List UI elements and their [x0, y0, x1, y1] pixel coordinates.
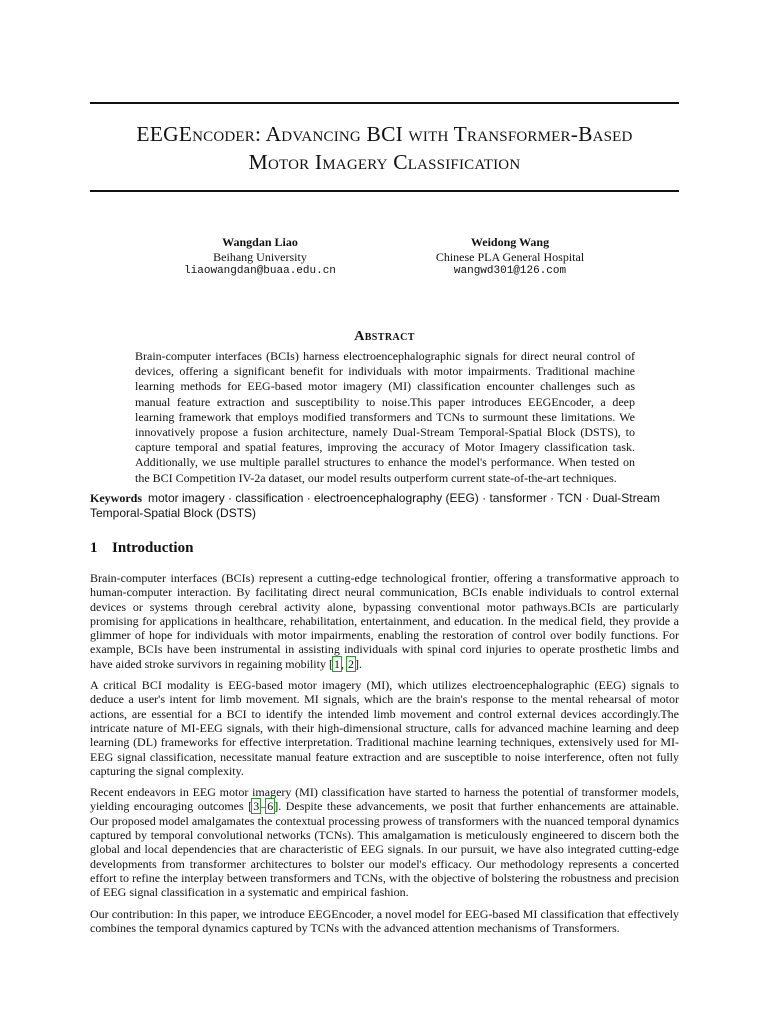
citation-link[interactable]: 1 [333, 656, 340, 671]
paragraph-text: Brain-computer interfaces (BCIs) represent a cutting-edge technological frontier, offering a transformative approach to human-computer interaction. By facilitating direct neural communication, BCIs enable individuals to control external devices or systems through cerebral activity alone, bypassing conventional motor pathways.BCIs are particularly promising for applications in healthcare, rehabilitation, entertainment, and education. In the medical field, they provide a glimmer of hope for individuals with motor impairments, enabling the restoration of control over bodily functions. For example, BCIs have been instrumental in assisting individuals with spinal cord injuries to operate prosthetic limbs and have aided stroke survivors in regaining mobility [90, 571, 679, 671]
author-1 [140, 235, 380, 279]
abstract-heading: Abstract [354, 329, 415, 344]
title-rule-top [90, 102, 679, 104]
paragraph-text: . Despite these advancements, we posit that further enhancements are attainable. Our proposed model amalgamates the contextual processing prowess of transformers with the nuanced temporal dynamics captured by temporal convolutional networks (TCNs). This amalgamation is meticulously engineered to discern both the global and local dependencies that are characteristic of EEG signals. In our pursuit, we have also integrated cutting-edge developments from transformer architectures to bolster our model's efficacy. Our methodology represents a concerted effort to refine the interplay between transformers and TCNs, with the objective of bolstering the robustness and precision of EEG signal classification in a systematic and empirical fashion. [90, 799, 679, 900]
author-name: Weidong Wang [470, 235, 550, 249]
paper-title [90, 120, 679, 176]
citation-link[interactable]: 2 [347, 656, 354, 671]
section-number: 1 [90, 540, 98, 556]
author-name: Wangdan Liao [222, 235, 298, 249]
paragraph-text: Recent endeavors in EEG motor imagery (MI) classification have started to harness the potential of transformer models, yielding encouraging outcomes [90, 785, 679, 814]
keywords [90, 491, 679, 521]
author-affiliation: Beihang University [213, 249, 307, 264]
author-affiliation: Chinese PLA General Hospital [435, 249, 585, 264]
paragraph: Recent endeavors in EEG motor imagery (MI) classification have started to harness the potential of transformer models, yielding encouraging outcomes [3–6]. Despite these advancements, we posit that further enhancements are attainable. Our proposed model amalgamates the contextual processing prowess of transformers with the nuanced temporal dynamics captured by temporal convolutional networks (TCNs). This amalgamation is meticulously engineered to discern both the global and local dependencies that are characteristic of EEG signals. In our pursuit, we have also integrated cutting-edge developments from transformer architectures to bolster our model's efficacy. Our methodology represents a concerted effort to refine the interplay between transformers and TCNs, with the objective of bolstering the robustness and precision of EEG signal classification in a systematic and empirical fashion. [90, 785, 679, 900]
introduction-body [90, 571, 679, 942]
title-line-2: Motor Imagery Classification [248, 150, 521, 174]
citation-link[interactable]: 3 [253, 799, 260, 814]
author-2 [390, 235, 630, 279]
paragraph: A critical BCI modality is EEG-based motor imagery (MI), which utilizes electroencephalographic (EEG) signals to deduce a user's intent for limb movement. MI signals, which are the brain's response to the mental rehearsal of motor actions, are essential for a BCI to identify the intended limb movement and control external devices accordingly.The intricate nature of MI-EEG signals, with their high-dimensional structure, calls for advanced machine learning and deep learning (DL) frameworks for effective interpretation. Traditional machine learning techniques, extensively used for MI-EEG signal classification, necessitate manual feature extraction and are susceptible to noise interference, often not fully capturing the signal complexity. [90, 678, 679, 778]
citation-link[interactable]: 6 [267, 799, 274, 814]
title-line-1: EEGEncoder: Advancing BCI with Transformer-Based [136, 122, 633, 146]
paragraph: Our contribution: In this paper, we introduce EEGEncoder, a novel model for EEG-based MI classification that effectively combines the temporal dynamics captured by TCNs with the advanced attention mechanisms of Transformers. [90, 906, 679, 935]
keywords-list: motor imagery · classification · electroencephalography (EEG) · tansformer · TCN · Dual-Stream Temporal-Spatial Block (DSTS) [90, 491, 660, 521]
paragraph-text: ]. [354, 656, 362, 671]
section-title: Introduction [112, 540, 194, 556]
keywords-label: Keywords [90, 491, 142, 505]
paragraph: Brain-computer interfaces (BCIs) represent a cutting-edge technological frontier, offering a transformative approach to human-computer interaction. By facilitating direct neural communication, BCIs enable individuals to control external devices or systems through cerebral activity alone, bypassing conventional motor pathways.BCIs are particularly promising for applications in healthcare, rehabilitation, entertainment, and education. In the medical field, they provide a glimmer of hope for individuals with motor impairments, enabling the restoration of control over bodily functions. For example, BCIs have been instrumental in assisting individuals with spinal cord injuries to operate prosthetic limbs and have aided stroke survivors in regaining mobility [1, 2]. [90, 571, 679, 671]
section-heading [90, 540, 679, 557]
author-email[interactable]: liaowangdan@buaa.edu.cn [184, 265, 336, 277]
abstract-text: Brain-computer interfaces (BCIs) harness electroencephalographic signals for direct neural control of devices, offering a significant benefit for individuals with motor impairments. Traditional machine learning methods for EEG-based motor imagery (MI) classification encounter challenges such as manual feature extraction and susceptibility to noise.This paper introduces EEGEncoder, a deep learning framework that employs modified transformers and TCNs to surmount these limitations. We innovatively propose a fusion architecture, namely Dual-Stream Temporal-Spatial Block (DSTS), to capture temporal and spatial features, improving the accuracy of Motor Imagery classification task. Additionally, we use multiple parallel structures to enhance the model's performance. When tested on the BCI Competition IV-2a dataset, our model results outperform current state-of-the-art techniques. [135, 349, 635, 485]
author-email[interactable]: wangwd301@126.com [453, 265, 567, 277]
title-rule-bottom [90, 190, 679, 192]
